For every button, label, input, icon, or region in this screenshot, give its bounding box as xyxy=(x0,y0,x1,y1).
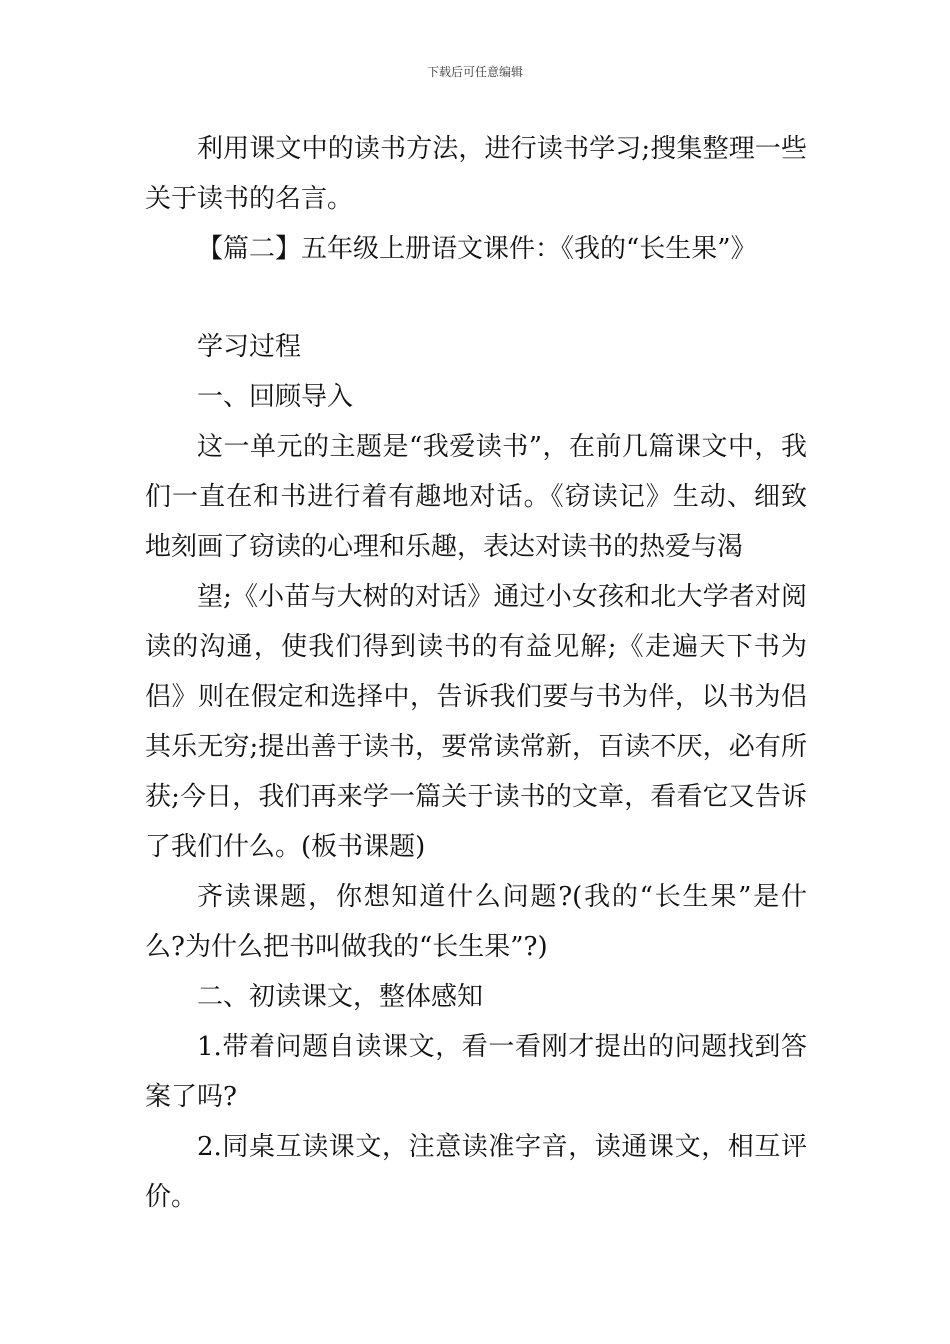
paragraph-read-title: 齐读课题，你想知道什么问题?(我的“长生果”是什么?为什么把书叫做我的“长生果”?) xyxy=(145,882,807,962)
list-item-1: 1.带着问题自读课文，看一看刚才提出的问题找到答案了吗? xyxy=(145,1032,807,1112)
document-body xyxy=(145,124,807,1222)
paragraph-lesson-summary: 望;《小苗与大树的对话》通过小女孩和北大学者对阅读的沟通，使我们得到读书的有益见解;《走遍天下书为侣》则在假定和选择中，告诉我们要与书为伴，以书为侣其乐无穷;提出善于读书，要常读常新，百读不厌，必有所获;今日，我们再来学一篇关于读书的文章，看看它又告诉了我们什么。(板书课题) xyxy=(145,582,807,862)
paragraph-intro: 利用课文中的读书方法，进行读书学习;搜集整理一些关于读书的名言。 xyxy=(145,134,807,214)
section-title: 【篇二】五年级上册语文课件：《我的“长生果”》 xyxy=(197,234,757,264)
heading-learning-process: 学习过程 xyxy=(197,332,302,362)
page-header: 下载后可任意编辑 xyxy=(426,65,523,79)
paragraph-unit-theme: 这一单元的主题是“我爱读书”，在前几篇课文中，我们一直在和书进行着有趣地对话。《窃读记》生动、细致地刻画了窃读的心理和乐趣，表达对读书的热爱与渴 xyxy=(145,432,807,562)
list-item-2: 2.同桌互读课文，注意读准字音，读通课文，相互评价。 xyxy=(145,1132,807,1212)
heading-review-intro: 一、回顾导入 xyxy=(197,382,354,412)
heading-first-reading: 二、初读课文，整体感知 xyxy=(197,982,484,1012)
